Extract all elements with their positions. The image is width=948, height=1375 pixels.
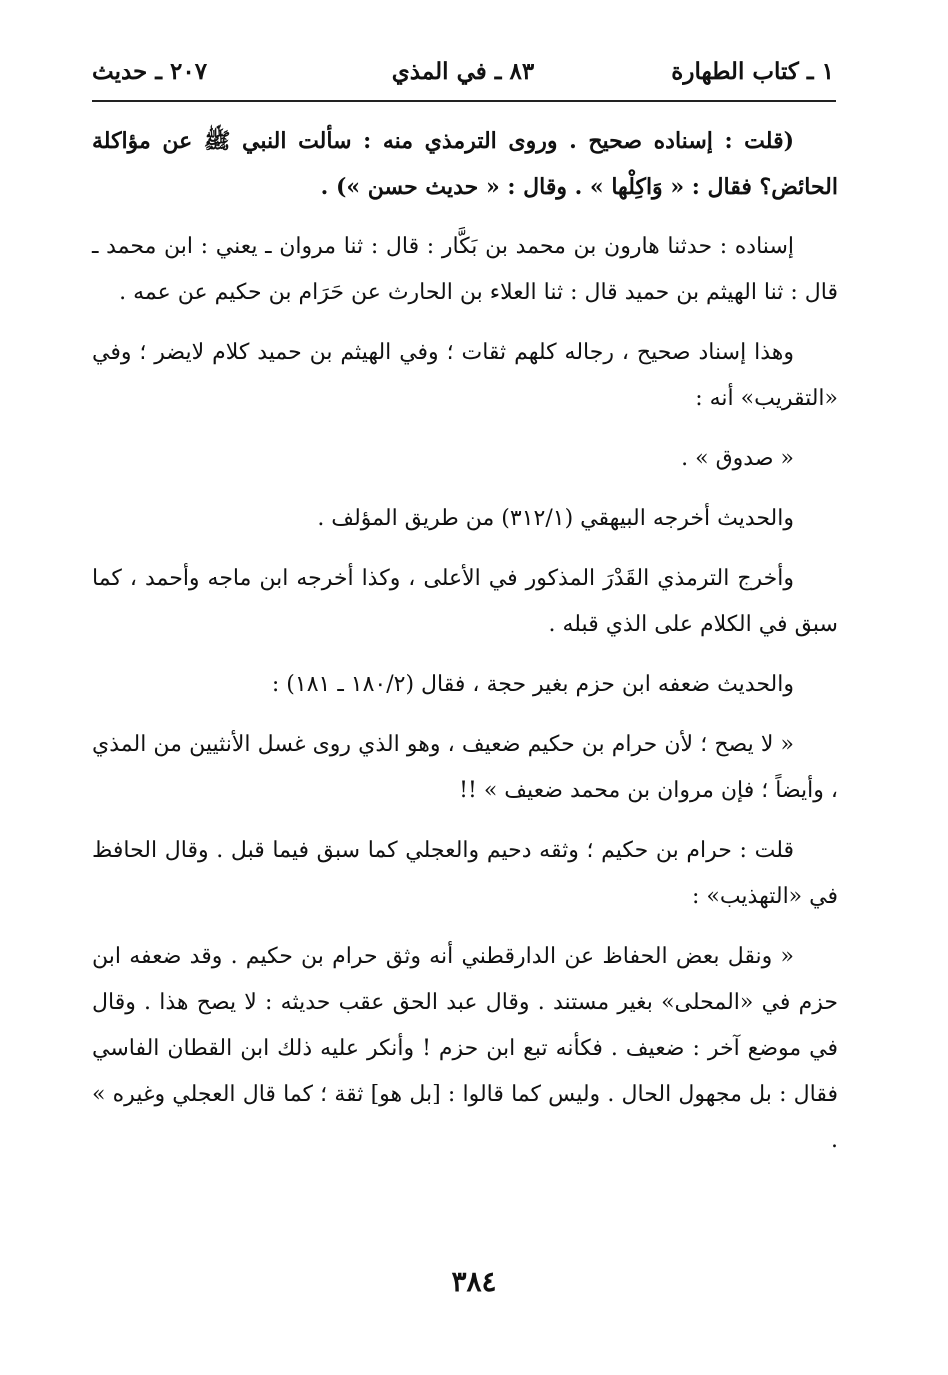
paragraph-1: (قلت : إسناده صحيح . وروى الترمذي منه : سألت النبي ﷺ عن مؤاكلة الحائض؟ فقال : « وَاكِلْها » . وقال : « حديث حسن ») . xyxy=(92,128,838,200)
paragraph-2: إسناده : حدثنا هارون بن محمد بن بَكَّار : قال : ثنا مروان ـ يعني : ابن محمد ـ قال : ثنا الهيثم بن حميد قال : ثنا العلاء بن الحارث عن حَرَام بن حكيم عن عمه . xyxy=(92,234,838,305)
paragraph-7: والحديث ضعفه ابن حزم بغير حجة ، فقال (١٨٠/٢ ـ ١٨١) : xyxy=(271,672,794,697)
paragraph-8: « لا يصح ؛ لأن حرام بن حكيم ضعيف ، وهو الذي روى غسل الأنثيين من المذي ، وأيضاً ؛ فإن مروان بن محمد ضعيف » !! xyxy=(92,732,838,803)
header-hadith-number: ٢٠٧ ـ حديث xyxy=(92,58,208,85)
running-header xyxy=(92,58,834,98)
paragraph-6: وأخرج الترمذي القَدْرَ المذكور في الأعلى ، وكذا أخرجه ابن ماجه وأحمد ، كما سبق في الكلام على الذي قبله . xyxy=(92,566,838,637)
paragraph-3: وهذا إسناد صحيح ، رجاله كلهم ثقات ؛ وفي الهيثم بن حميد كلام لايضر ؛ وفي «التقريب» أنه : xyxy=(92,340,838,411)
paragraph-4: « صدوق » . xyxy=(681,446,794,471)
paragraph-5: والحديث أخرجه البيهقي (٣١٢/١) من طريق المؤلف . xyxy=(317,506,794,531)
header-book-title: ١ ـ كتاب الطهارة xyxy=(671,58,834,85)
paragraph-10: « ونقل بعض الحفاظ عن الدارقطني أنه وثق حرام بن حكيم . وقد ضعفه ابن حزم في «المحلى» بغير مستند . وقال عبد الحق عقب حديثه : لا يصح هذا . وقال في موضع آخر : ضعيف . فكأنه تبع ابن حزم ! وأنكر عليه ذلك ابن القطان الفاسي فقال : بل مجهول الحال . وليس كما قالوا : [بل هو] ثقة ؛ كما قال العجلي وغيره » . xyxy=(92,944,838,1153)
header-divider xyxy=(92,100,836,102)
header-chapter-title: ٨٣ ـ في المذي xyxy=(391,58,535,85)
body-text xyxy=(92,118,838,1178)
page-number: ٣٨٤ xyxy=(451,1265,497,1298)
paragraph-9: قلت : حرام بن حكيم ؛ وثقه دحيم والعجلي كما سبق فيما قبل . وقال الحافظ في «التهذيب» : xyxy=(92,838,838,909)
